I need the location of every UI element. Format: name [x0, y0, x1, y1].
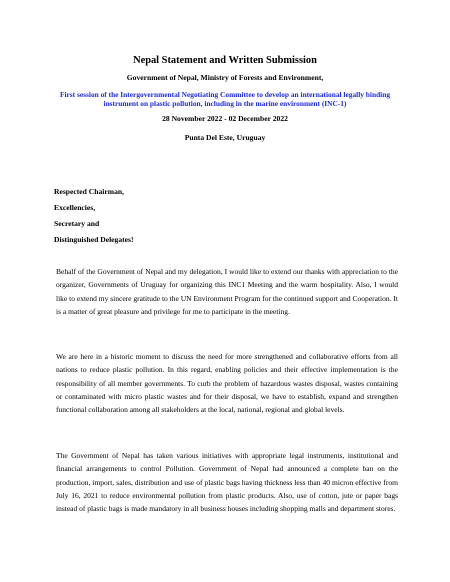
salutation-line: Distinguished Delegates!	[54, 235, 134, 244]
salutation-line: Secretary and	[54, 219, 100, 228]
document-title: Nepal Statement and Written Submission	[133, 55, 317, 66]
meeting-place: Punta Del Este, Uruguay	[184, 133, 266, 143]
salutation-line: Respected Chairman,	[54, 187, 125, 196]
session-description: First session of the Intergovernmental Negotiating Committee to develop an international legally binding instrument on plastic pollution, including in the marine environment (INC-1)	[59, 90, 391, 109]
document-header	[50, 54, 400, 143]
meeting-dates: 28 November 2022 - 02 December 2022	[162, 114, 288, 124]
document-subtitle: Government of Nepal, Ministry of Forests and Environment,	[126, 73, 324, 82]
body-paragraph: Behalf of the Government of Nepal and my delegation, I would like to extend our thanks with appreciation to the organizer, Governments of Uruguay for organizing this INC1 Meeting and the warm hospitality. Also, I would like to extend my sincere gratitude to the UN Environment Program for the continued support and Cooperation. It is a matter of great pleasure and privilege for me to participate in the meeting.	[56, 267, 398, 316]
body-paragraph: The Government of Nepal has taken various initiatives with appropriate legal instruments, institutional and financial arrangements to control Pollution. Government of Nepal had announced a complete ban on the production, import, sales, distribution and use of plastic bags having thickness less than 40 micron effective from July 16, 2021 to reduce environmental pollution from plastic products. Also, use of cotton, jute or paper bags instead of plastic bags is made mandatory in all business houses including shopping malls and department stores.	[56, 451, 398, 514]
salutation-block	[54, 184, 134, 248]
body-paragraph: We are here in a historic moment to discuss the need for more strengthened and collaborative efforts from all nations to reduce plastic pollution. In this regard, enabling policies and their effective implementation is the responsibility of all member governments. To curb the problem of hazardous wastes disposal, wastes containing or contaminated with micro plastic wastes and for their disposal, we have to establish, expand and strengthen functional collaboration among all stakeholders at the local, national, regional and global levels.	[56, 352, 398, 415]
salutation-line: Excellencies,	[54, 203, 96, 212]
